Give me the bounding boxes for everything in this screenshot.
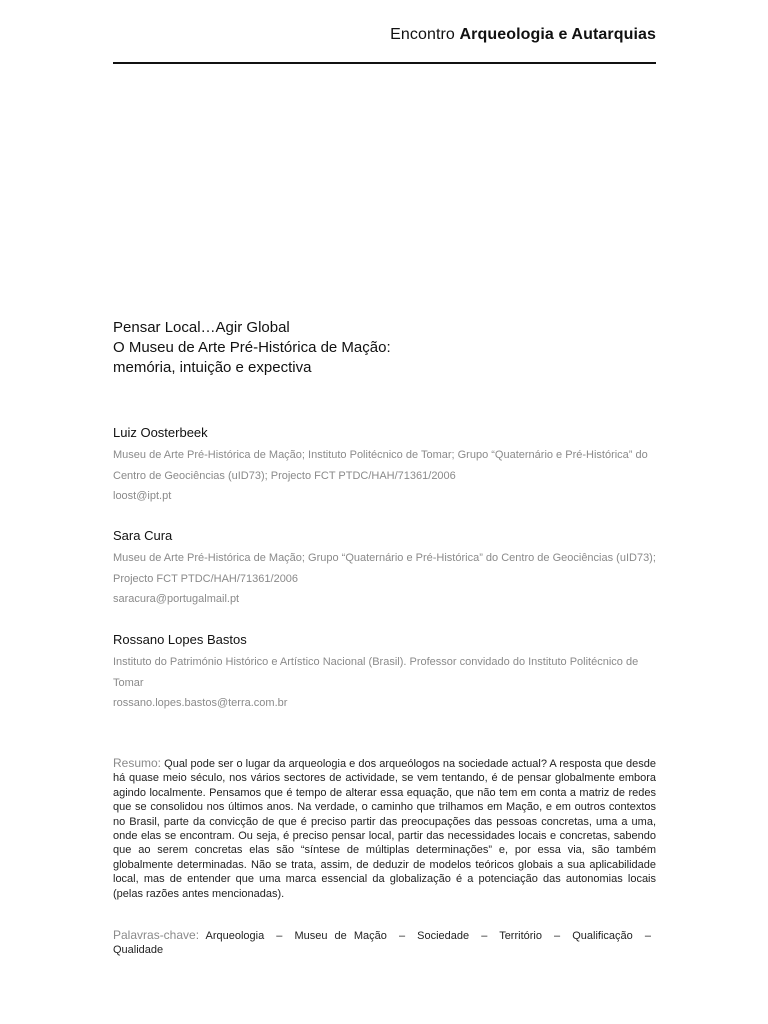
keyword-separator: – — [481, 930, 488, 942]
keywords — [113, 928, 656, 958]
author-affiliation: Museu de Arte Pré-Histórica de Mação; Instituto Politécnico de Tomar; Grupo “Quaternário e Pré-Histórica” do Centro de Geociências (uID73); Projecto FCT PTDC/HAH/71361/2006 — [113, 449, 648, 482]
running-header — [113, 26, 656, 44]
author-email: rossano.lopes.bastos@terra.com.br — [113, 697, 288, 709]
header-prefix: Encontro — [390, 26, 460, 43]
author-block — [113, 528, 656, 610]
header-rule — [113, 62, 656, 64]
author-name: Sara Cura — [113, 528, 173, 543]
header-title: Arqueologia e Autarquias — [459, 26, 656, 43]
author-name: Rossano Lopes Bastos — [113, 632, 247, 647]
author-affiliation: Museu de Arte Pré-Histórica de Mação; Grupo “Quaternário e Pré-Histórica” do Centro de Geociências (uID73); Projecto FCT PTDC/HAH/71361/2006 — [113, 552, 656, 585]
keyword: Arqueologia — [205, 930, 265, 942]
keyword: Sociedade — [417, 930, 470, 942]
keyword: Museu de Mação — [294, 930, 387, 942]
keyword: Território — [499, 930, 542, 942]
article-title — [113, 318, 656, 378]
author-block — [113, 632, 656, 714]
keyword: Qualificação — [572, 930, 633, 942]
keyword-separator: – — [398, 930, 406, 942]
author-affiliation: Instituto do Património Histórico e Artístico Nacional (Brasil). Professor convidado do Instituto Politécnico de Tomar — [113, 656, 639, 689]
author-block — [113, 425, 656, 507]
title-line-2: O Museu de Arte Pré-Histórica de Mação: — [113, 339, 391, 356]
keyword: Qualidade — [113, 944, 164, 957]
keyword-separator: – — [276, 930, 283, 942]
title-line-3: memória, intuição e expectiva — [113, 359, 312, 376]
keyword-separator: – — [554, 930, 561, 942]
author-name: Luiz Oosterbeek — [113, 425, 208, 440]
abstract-label: Resumo: — [113, 756, 162, 770]
keyword-separator: – — [644, 930, 651, 942]
title-line-1: Pensar Local…Agir Global — [113, 319, 290, 336]
abstract — [113, 756, 656, 901]
abstract-text: Qual pode ser o lugar da arqueologia e dos arqueólogos na sociedade actual? A resposta que desde há quase meio século, nos vários sectores de actividade, se vem tentando, é de pensar globalmente embora agindo localmente. Pensamos que é tempo de alterar essa equação, que não tem em conta a matriz de redes que se consolidou nos últimos anos. Na verdade, o caminho que trilhamos em Mação, e em outros contextos no Brasil, parte da convicção de que é preciso partir das preocupações das pessoas concretas, uma a uma, onde elas se encontram. Ou seja, é preciso pensar local, partir das necessidades locais e concretas, sabendo que ao serem concretas elas são “síntese de múltiplas determinações” e, por essa via, são também globalmente determinadas. Não se trata, assim, de deduzir de modelos teóricos globais a sua aplicabilidade local, mas de entender que uma marca essencial da globalização é a potenciação das autonomias locais (pelas razões antes mencionadas). — [113, 758, 656, 900]
keywords-label: Palavras-chave: — [113, 928, 200, 942]
author-email: loost@ipt.pt — [113, 490, 172, 502]
author-email: saracura@portugalmail.pt — [113, 593, 240, 605]
